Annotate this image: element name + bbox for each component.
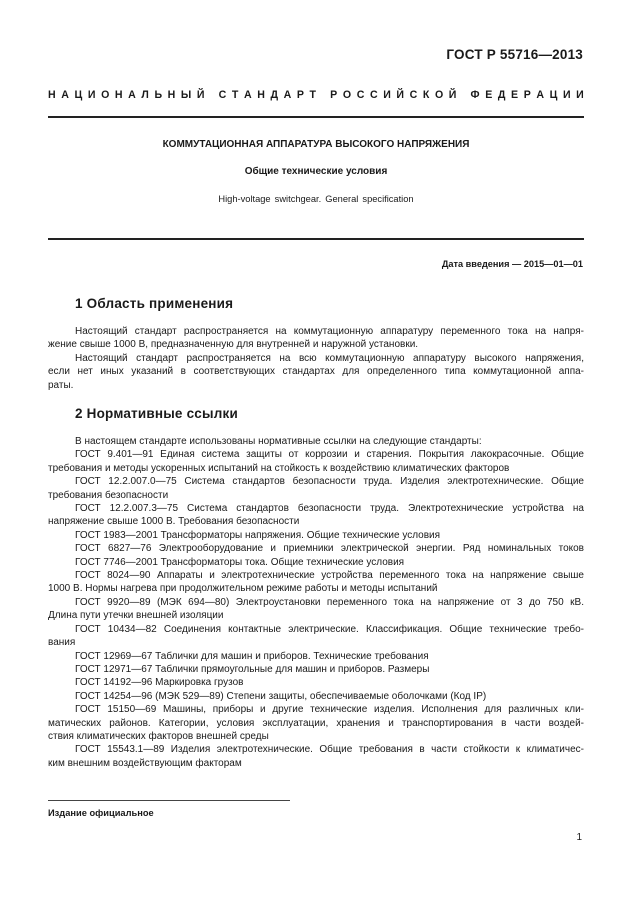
text-line: Настоящий стандарт распространяется на всю коммутационную аппаратуру высокого напряжения,	[75, 352, 584, 364]
banner-letter: А	[536, 89, 545, 101]
banner-letter: С	[356, 89, 365, 101]
text-line: ГОСТ 10434—82 Соединения контактные электрические. Классификация. Общие технические требо-	[75, 623, 584, 635]
text-line: ГОСТ 12969—67 Таблички для машин и приборов. Технические требования	[75, 650, 429, 662]
text-line: требования и методы ускоренных испытаний на стойкость к воздействию климатических факторов	[48, 462, 510, 474]
text-line: ствия климатических факторов внешней среды	[48, 730, 269, 742]
banner-letter: Й	[396, 89, 405, 101]
text-line: ГОСТ 9920—89 (МЭК 694—80) Электроустановки переменного тока на напряжение от 3 до 750 кВ.	[75, 596, 584, 608]
section-1-body	[48, 325, 584, 392]
banner-letter: Е	[485, 89, 493, 101]
text-line: Длина пути утечки внешней изоляции	[48, 610, 224, 622]
banner-letter: Р	[296, 89, 304, 101]
banner-letter: Т	[231, 89, 239, 101]
banner-letter: Н	[114, 89, 123, 101]
official-edition-label: Издание официальное	[48, 808, 154, 818]
banner-letter	[322, 89, 325, 101]
text-line: ГОСТ 14254—96 (МЭК 529—89) Степени защиты, обеспечиваемые оболочками (Код IP)	[75, 690, 487, 702]
document-number: ГОСТ Р 55716—2013	[446, 47, 583, 62]
banner-letter: И	[576, 89, 584, 101]
banner-letter: А	[243, 89, 252, 101]
banner-letter: С	[409, 89, 418, 101]
banner-letter: Н	[48, 89, 56, 101]
banner-letter: С	[369, 89, 378, 101]
banner-letter: К	[422, 89, 430, 101]
banner-letter: Й	[448, 89, 457, 101]
banner-letter: Й	[196, 89, 205, 101]
banner-letter: О	[101, 89, 110, 101]
top-divider	[48, 116, 584, 118]
national-standard-banner	[48, 89, 584, 101]
text-line: ГОСТ 14192—96 Маркировка грузов	[75, 677, 244, 689]
document-subtitle: Общие технические условия	[244, 166, 388, 177]
introduction-date: Дата введения — 2015—01—01	[441, 259, 583, 269]
banner-letter	[462, 89, 465, 101]
text-line: ГОСТ 8024—90 Аппараты и электротехнические устройства переменного тока на напряжение свыше	[75, 570, 584, 582]
text-line: вания	[48, 637, 76, 649]
text-line: ГОСТ 9.401—91 Единая система защиты от коррозии и старения. Покрытия лакокрасочные. Общие	[75, 449, 584, 461]
page-number: 1	[576, 832, 582, 843]
banner-letter: И	[383, 89, 391, 101]
section-2-heading: 2 Нормативные ссылки	[75, 406, 238, 421]
banner-letter: А	[61, 89, 69, 101]
banner-letter: Л	[141, 89, 149, 101]
banner-letter: Р	[330, 89, 338, 101]
text-line: ГОСТ 15543.1—89 Изделия электротехнические. Общие требования в части стойкости к климатичес-	[75, 744, 584, 756]
banner-letter: Ц	[74, 89, 83, 101]
banner-letter: И	[562, 89, 571, 101]
text-line: ГОСТ 12.2.007.0—75 Система стандартов безопасности труда. Изделия электротехнические. Общие	[75, 476, 584, 488]
text-line: ГОСТ 15150—69 Машины, приборы и другие технические изделия. Исполнения для различных кли-	[75, 704, 584, 716]
document-title-english: High-voltage switchgear. General specification	[218, 194, 414, 204]
banner-letter: О	[342, 89, 352, 101]
banner-letter: А	[128, 89, 136, 101]
section-1-heading: 1 Область применения	[75, 296, 234, 311]
banner-letter: Р	[523, 89, 531, 101]
banner-letter: Ы	[180, 89, 192, 101]
footer-divider	[48, 800, 290, 801]
title-divider	[48, 238, 584, 240]
banner-letter: И	[87, 89, 96, 101]
text-line: напряжение свыше 1000 В. Требования безопасности	[48, 516, 300, 528]
text-line: раты.	[48, 379, 74, 391]
text-line: жение свыше 1000 В, предназначенную для внутренней и наружной установки.	[48, 339, 419, 351]
text-line: ГОСТ 12971—67 Таблички прямоугольные для машин и приборов. Размеры	[75, 663, 430, 675]
banner-letter: Т	[309, 89, 317, 101]
text-line: Настоящий стандарт распространяется на коммутационную аппаратуру переменного тока на напря-	[75, 326, 584, 337]
banner-letter: Ф	[470, 89, 480, 101]
text-line: ГОСТ 7746—2001 Трансформаторы тока. Общие технические условия	[75, 556, 405, 568]
banner-letter: А	[283, 89, 292, 101]
banner-letter: Ц	[549, 89, 558, 101]
banner-letter: Е	[511, 89, 519, 101]
banner-letter: Д	[270, 89, 279, 101]
banner-letter: Н	[257, 89, 265, 101]
text-line: ГОСТ 1983—2001 Трансформаторы напряжения. Общие технические условия	[75, 529, 441, 541]
text-line: ГОСТ 6827—76 Электрооборудование и приемники электрической энергии. Ряд номинальных токов	[75, 543, 584, 555]
text-line: ким внешним воздействующим факторам	[48, 757, 242, 769]
banner-letter: С	[218, 89, 227, 101]
text-line: 1000 В. Нормы нагрева при продолжительном режиме работы и методы испытаний	[48, 583, 438, 595]
text-line: матических районов. Категории, условия эксплуатации, хранения и транспортирования в части воздей-	[48, 717, 584, 729]
banner-letter: Ь	[154, 89, 163, 101]
text-line: требования безопасности	[48, 489, 169, 501]
text-line: ГОСТ 12.2.007.3—75 Система стандартов безопасности труда. Электротехнические устройства на	[75, 503, 584, 515]
banner-letter: Д	[497, 89, 506, 101]
text-line: В настоящем стандарте использованы нормативные ссылки на следующие стандарты:	[75, 436, 482, 447]
document-title: КОММУТАЦИОННАЯ АППАРАТУРА ВЫСОКОГО НАПРЯЖЕНИЯ	[162, 139, 470, 150]
text-line: если нет иных указаний в соответствующих стандартах для определенного типа коммутационной аппа-	[48, 366, 584, 378]
banner-letter: Н	[167, 89, 176, 101]
section-2-body	[48, 435, 584, 770]
banner-letter: О	[434, 89, 444, 101]
banner-letter	[210, 89, 213, 101]
